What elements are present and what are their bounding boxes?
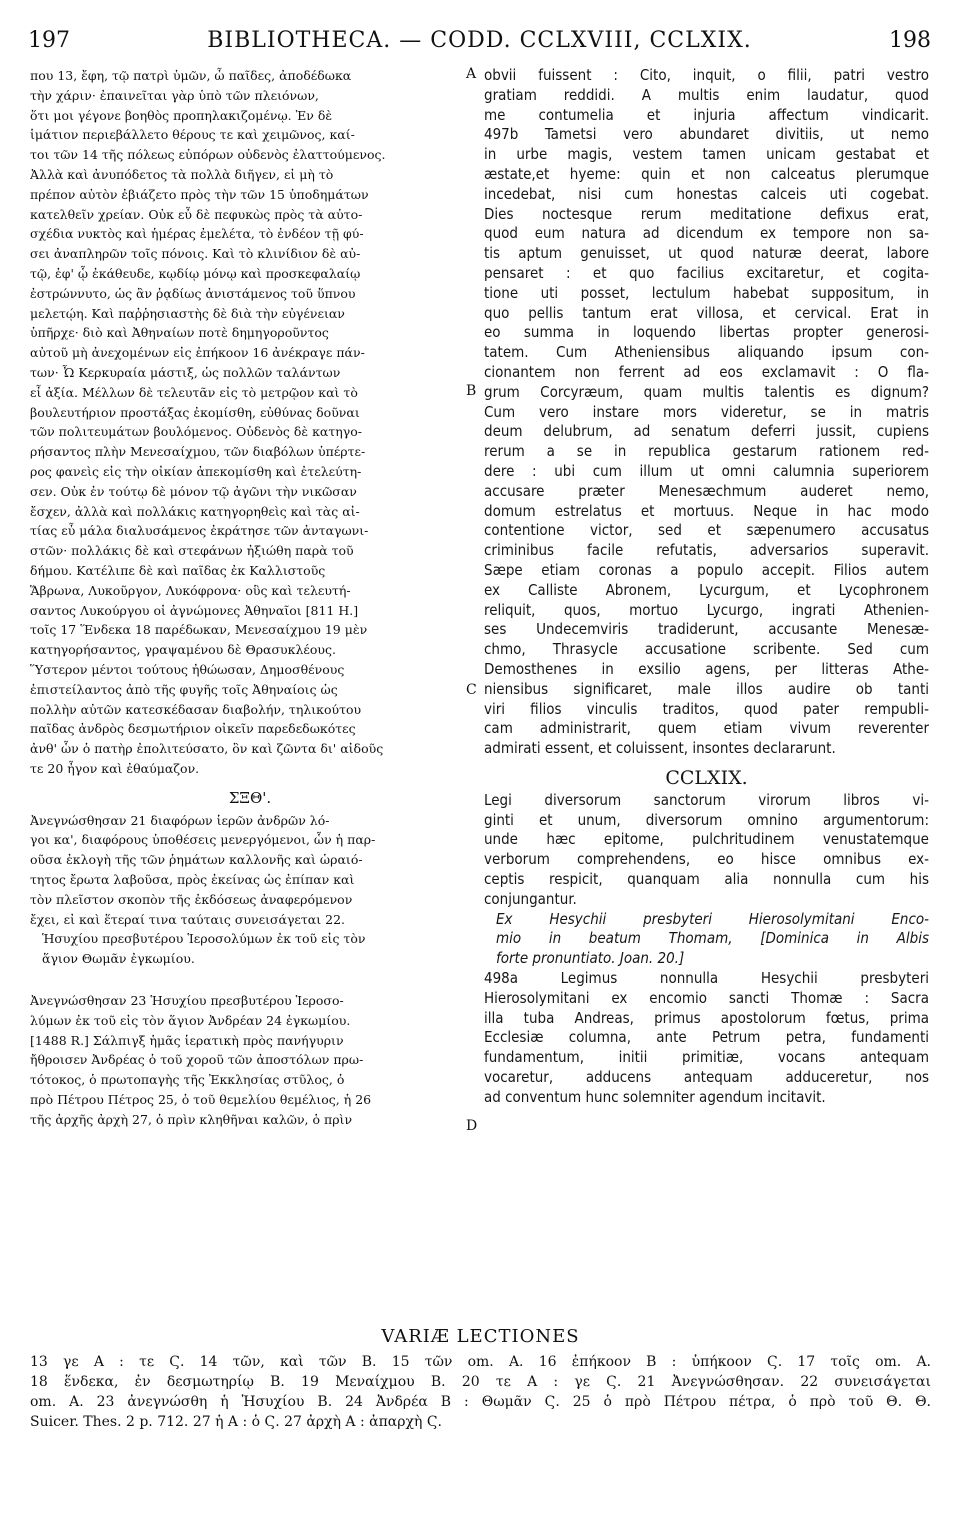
latin-text-line: Demosthenes in exsilio agens, per litteras Athe- [484, 659, 929, 678]
greek-text-block [30, 66, 470, 779]
greek-text-line: στῶν· πολλάκις δὲ καὶ στεφάνων ἠξιώθη παρὰ τοῦ [30, 543, 354, 559]
latin-text-line: ses Undecemviris tradiderunt, accusante Menesæ- [484, 620, 929, 639]
latin-text-line: cam administrarit, quem etiam vivum reverenter [484, 719, 929, 738]
latin-text-line: quod eum natura ad dicendum ex tempore non sa- [484, 224, 929, 243]
latin-text-line: incedebat, nisi cum honestas calceis uti cogebat. [484, 184, 929, 203]
latin-text-line: vocaretur, adducens antequam adduceretur, nos [484, 1068, 929, 1087]
latin-text-block [484, 969, 929, 1108]
greek-rubric-line: Ἡσυχίου πρεσβυτέρου Ἱεροσολύμων ἐκ τοῦ εἰς τὸν [42, 931, 366, 947]
greek-text-line: ἐστρώννυτο, ὡς ἂν ῥᾳδίως ἀνιστάμενος τοῦ ὕπνου [30, 285, 356, 301]
latin-text-line: admirati essent, et coluissent, insontes declararunt. [484, 739, 836, 758]
greek-text-line: πρέπον αὐτὸν ἐβιάζετο πρὸς τὴν τῶν 15 ὑποδημάτων [30, 186, 369, 202]
latin-text-line: ginti et unum, diversorum omnino argumentorum: [484, 810, 929, 829]
latin-section-heading: CCLXIX. [665, 768, 748, 789]
greek-text-line: ὑπῆρχε· διὸ καὶ Ἀθηναίων ποτὲ δημηγοροῦντος [30, 325, 329, 341]
greek-text-line: ἱμάτιον περιεβάλλετο θέρους τε καὶ χειμῶνος, καί- [30, 127, 355, 143]
latin-text-line: eo summa in loquendo libertas propter generosi- [484, 323, 929, 342]
latin-text-line: verborum comprehendens, eo hisce omnibus ex- [484, 850, 929, 869]
latin-text-line: pensaret : et quo facilius excitaretur, et cogita- [484, 263, 929, 282]
greek-text-line: Ἀνεγνώσθησαν 23 Ἡσυχίου πρεσβυτέρου Ἱεροσο- [30, 993, 344, 1009]
variae-line: 18 ἕνδεκα, ἐν δεσμωτηρίῳ B. 19 Μεναίχμου B. 20 τε A : γε Ϛ. 21 Ἀνεγνώσθησαν. 22 συνεισάγεται [30, 1374, 931, 1390]
greek-text-line: ἤθροισεν Ἀνδρέας ὁ τοῦ χοροῦ τῶν ἀποστόλων πρω- [30, 1052, 364, 1068]
greek-text-line: τίας εὖ μάλα διαλυσάμενος ἐκράτησε τῶν ἀνταγωνι- [30, 523, 369, 539]
latin-text-line: gratiam reddidi. A multis enim laudatur, quod [484, 85, 929, 104]
greek-text-line: εἶ ἀξία. Μέλλων δὲ τελευτᾶν εἰς τὸ μετρῷον καὶ τὸ [30, 384, 358, 400]
latin-text-block [484, 66, 929, 759]
greek-text-line: σαντος Λυκούργου οἱ ἀγνώμονες Ἀθηναῖοι [811 H.] [30, 602, 359, 618]
latin-text-line: niensibus significaret, male illos audire ob tanti [484, 679, 929, 698]
variae-lines [30, 1352, 931, 1432]
greek-rubric [30, 929, 470, 969]
greek-text-block [30, 991, 470, 1130]
greek-text-line: τῆς ἀρχῆς ἀρχὴ 27, ὁ πρὶν κληθῆναι καλῶν, ὁ πρὶν [30, 1111, 353, 1127]
margin-marker-a: A [466, 66, 477, 82]
latin-text-line: dere : ubi cum illum ut omni calumnia superiorem [484, 461, 929, 480]
greek-section-heading: ΣΞΘ'. [228, 788, 272, 807]
variae-lectiones [30, 1326, 931, 1432]
latin-text-line: ad conventum hunc solemniter agendum incitavit. [484, 1087, 826, 1106]
latin-column [484, 66, 929, 1108]
greek-text-line: λύμων ἐκ τοῦ εἰς τὸν ἅγιον Ἀνδρέαν 24 ἐγκωμίου. [30, 1012, 351, 1028]
variae-line: om. A. 23 ἀνεγνώσθη ἡ Ἡσυχίου B. 24 Ἀνδρέα B : Θωμᾶν Ϛ. 25 ὁ πρὸ Πέτρου πέτρα, ὁ πρὸ τοῦ Θ. Θ. [30, 1394, 931, 1410]
margin-marker-d: D [466, 1118, 478, 1134]
greek-text-line: πρὸ Πέτρου Πέτρος 25, ὁ τοῦ θεμελίου θεμέλιος, ἡ 26 [30, 1092, 372, 1108]
latin-text-line: contentione victor, sed et sæpenumero accusatus [484, 521, 929, 540]
greek-text-line: ρος φανεὶς εἰς τὴν οἰκίαν ἀπεκομίσθη καὶ ἐτελεύτη- [30, 463, 362, 479]
greek-text-line: σχέδια νυκτὸς καὶ ἡμέρας ἐμελέτα, τὸ ἐνδέον τῇ φύ- [30, 226, 364, 242]
latin-text-line: Ecclesiæ columna, ante Petrum petra, fundamenti [484, 1028, 929, 1047]
greek-text-line: Ἀνεγνώσθησαν 21 διαφόρων ἱερῶν ἀνδρῶν λό- [30, 812, 330, 828]
greek-text-line: πολλὴν αὐτῶν κατεσκέδασαν διαβολήν, τηλικούτου [30, 701, 362, 717]
latin-text-line: chmo, Thrasycle accusatione scribente. Sed cum [484, 640, 929, 659]
latin-text-line: tione uti posset, lectulum habebat suppositum, in [484, 283, 929, 302]
greek-text-line: τοῖς 17 Ἕνδεκα 18 παρέδωκαν, Μενεσαίχμου 19 μὲν [30, 622, 368, 638]
greek-text-line: μελετῴη. Καὶ παῤῥησιαστὴς δὲ διὰ τὴν εὐγένειαν [30, 305, 345, 321]
variae-line: Suicer. Thes. 2 p. 712. 27 ἡ A : ὁ Ϛ. 27 ἀρχὴ A : ἀπαρχὴ Ϛ. [30, 1414, 442, 1430]
greek-text-line: παῖδας ἀνδρὸς δεσμωτήριον οἰκεῖν παρεδεδωκότες [30, 721, 356, 737]
greek-text-line: αὐτοῦ μὴ ἀνεχομένων εἰς ἐπήκοον 16 ἀνέκραγε πάν- [30, 345, 365, 361]
variae-title: VARIÆ LECTIONES [381, 1326, 580, 1347]
greek-text-line: τῷ, ἐφ' ᾧ ἐκάθευδε, κῳδίῳ μόνῳ καὶ προσκεφαλαίῳ [30, 265, 361, 281]
greek-text-block [30, 811, 470, 930]
latin-text-line: tatem. Cum Atheniensibus aliquando ipsum con- [484, 343, 929, 362]
greek-text-line: ρήσαντος πλὴν Μενεσαίχμου, τῶν διαβόλων ὑπέρτε- [30, 444, 366, 460]
greek-text-line: που 13, ἔφη, τῷ πατρὶ ὑμῶν, ὦ παῖδες, ἀποδέδωκα [30, 68, 352, 83]
running-header [28, 28, 931, 60]
latin-text-line: Sæpe etiam coronas a populo accepit. Filios autem [484, 560, 929, 579]
latin-rubric [484, 910, 929, 969]
latin-text-line: 498a Legimus nonnulla Hesychii presbyteri [484, 969, 929, 988]
greek-column [30, 66, 470, 1130]
variae-line: 13 γε A : τε Ϛ. 14 τῶν, καὶ τῶν B. 15 τῶν om. A. 16 ἐπήκοον B : ὑπήκοον Ϛ. 17 τοῖς om. A. [30, 1354, 931, 1370]
latin-text-line: criminibus facile refutatis, adversarios superavit. [484, 541, 929, 560]
latin-rubric-line: forte pronuntiato. Joan. 20.] [496, 949, 685, 968]
latin-text-block [484, 791, 929, 910]
latin-text-line: domum estrelatus et mortuus. Neque in hac modo [484, 501, 929, 520]
greek-text-line: ἐπιστείλαντος ἀπὸ τῆς φυγῆς τοῖς Ἀθηναίοις ὡς [30, 681, 338, 697]
greek-text-line: τοι τῶν 14 τῆς πόλεως εὐπόρων οὐδενὸς ἐλαττούμενος. [30, 147, 386, 163]
greek-text-line: Ἅβρωνα, Λυκοῦργον, Λυκόφρονα· οὓς καὶ τελευτή- [30, 582, 351, 598]
latin-text-line: Hierosolymitani ex encomio sancti Thomæ : Sacra [484, 988, 929, 1007]
greek-text-line: σει ἀναπληρῶν τοῖς πόνοις. Καὶ τὸ κλινίδιον δὲ αὐ- [30, 246, 361, 262]
page-number-right: 198 [889, 28, 931, 53]
greek-text-line: ὅτι μοι γέγονε βοηθὸς προπηλακιζομένῳ. Ἐν δὲ [30, 107, 333, 123]
latin-text-line: 497b Tametsi vero abundaret divitiis, ut nemo [484, 125, 929, 144]
latin-text-line: unde hæc epitome, pulchritudinem venustatemque [484, 830, 929, 849]
latin-text-line: grum Corcyræum, quam multis talentis es dignum? [484, 382, 929, 401]
greek-text-line: των· Ὦ Κερκυραία μάστιξ, ὡς πολλῶν ταλάντων [30, 364, 341, 380]
greek-text-line: τότοκος, ὁ πρωτοπαγὴς τῆς Ἐκκλησίας στῦλος, ὁ [30, 1072, 345, 1088]
greek-text-line: τὸν πλεῖστον σκοπὸν τῆς ἐκδόσεως ἀναφερόμενον [30, 891, 353, 907]
latin-rubric-line: Ex Hesychii presbyteri Hierosolymitani Enco- [496, 909, 929, 928]
latin-text-line: deum delubrum, ad senatum deferri jussit, cupiens [484, 422, 929, 441]
latin-text-line: illa tuba Andreas, primus apostolorum fœtus, prima [484, 1008, 929, 1027]
greek-text-line: σεν. Οὐκ ἐν τούτῳ δὲ μόνον τῷ ἀγῶνι τὴν νικῶσαν [30, 483, 357, 499]
latin-text-line: conjungantur. [484, 889, 577, 908]
greek-text-line: τητος ἔρωτα λαβοῦσα, πρὸς ἐκείνας ὡς ἐπίπαν καὶ [30, 872, 355, 888]
greek-text-line: Ἀλλὰ καὶ ἀνυπόδετος τὰ πολλὰ διῆγεν, εἰ μὴ τὸ [30, 166, 334, 182]
greek-text-line: ἔχει, εἰ καὶ ἕτεραί τινα ταύταις συνεισάγεται 22. [30, 911, 346, 927]
latin-text-line: ex Calliste Abronem, Lycurgum, et Lycophronem [484, 580, 929, 599]
greek-text-line: κατηγορήσαντος, γραψαμένου δὲ Θρασυκλέους. [30, 642, 336, 658]
greek-text-line: τὴν χάριν· ἐπαινεῖται γὰρ ὑπὸ τῶν πλειόνων, [30, 87, 319, 103]
page-number-left: 197 [28, 28, 70, 53]
latin-text-line: fundamentum, initii primitiæ, vocans antequam [484, 1048, 929, 1067]
greek-text-line: Ὕστερον μέντοι τούτους ἠθώωσαν, Δημοσθένους [30, 661, 345, 677]
margin-marker-b: B [466, 383, 477, 399]
greek-text-line: οῦσα ἐκλογὴ τῆς τῶν ῥημάτων καλλονῆς καὶ ὡραιό- [30, 852, 363, 868]
greek-rubric-line: ἅγιον Θωμᾶν ἐγκωμίου. [42, 951, 195, 967]
greek-text-line: κατελθεῖν χρείαν. Οὐκ εὖ δὲ πεφυκὼς πρὸς τὰ αὐτο- [30, 206, 363, 222]
greek-text-line: ἔσχεν, ἀλλὰ καὶ πολλάκις κατηγορηθεὶς καὶ τὰς αἰ- [30, 503, 360, 519]
greek-text-line: τε 20 ἦγον καὶ ἐθαύμαζον. [30, 760, 200, 776]
latin-text-line: Cum vero instare mors videretur, se in matris [484, 402, 929, 421]
latin-text-line: quo pellis tantum erat villosa, et cervical. Erat in [484, 303, 929, 322]
margin-marker-c: C [466, 682, 477, 698]
latin-text-line: rerum a se in republica gestarum rationem red- [484, 442, 929, 461]
latin-text-line: ceptis respicit, quanquam alia nonnulla cum his [484, 870, 929, 889]
greek-text-line: τῶν πολιτευμάτων βουλόμενος. Οὐδενὸς δὲ κατηγο- [30, 424, 362, 440]
greek-text-line: ἀνθ' ὧν ὁ πατὴρ ἐπολιτεύσατο, ὃν καὶ ζῶντα δι' αἰδοῦς [30, 741, 384, 757]
latin-rubric-line: mio in beatum Thomam, [Dominica in Albis [496, 929, 929, 948]
latin-text-line: Legi diversorum sanctorum virorum libros vi- [484, 790, 929, 809]
greek-text-line: βουλευτήριον προστάξας ἐκομίσθη, εὐθύνας δοῦναι [30, 404, 360, 420]
latin-text-line: æstate,et hyeme: quin et non calceatus plerumque [484, 164, 929, 183]
greek-text-line: γοι κα', διαφόρους ὑποθέσεις μενεργόμενοι, ὧν ἡ παρ- [30, 832, 376, 848]
latin-text-line: in urbe magis, vestem tamen unicam gestabat et [484, 145, 929, 164]
latin-text-line: obvii fuissent : Cito, inquit, o filii, patri vestro [484, 66, 929, 84]
latin-text-line: accusare præter Menesæchmum auderet nemo, [484, 481, 929, 500]
greek-text-line: δήμου. Κατέλιπε δὲ καὶ παῖδας ἐκ Καλλιστοῦς [30, 562, 326, 578]
latin-text-line: me contumelia et injuria affectum vindicarit. [484, 105, 929, 124]
latin-text-line: reliquit, quos, mortuo Lycurgo, ingrati Athenien- [484, 600, 929, 619]
latin-text-line: cionantem non ferrent ad eos exclamavit : O fla- [484, 362, 929, 381]
running-title: BIBLIOTHECA. — CODD. CCLXVIII, CCLXIX. [207, 28, 752, 53]
latin-text-line: viri filios vinculis traditos, quod pater rempubli- [484, 699, 929, 718]
greek-text-line: [1488 R.] Σάλπιγξ ἡμᾶς ἱερατικὴ πρὸς πανήγυριν [30, 1032, 344, 1048]
latin-text-line: Dies noctesque rerum meditatione defixus erat, [484, 204, 929, 223]
latin-text-line: tis aptum genuisset, ut quod naturæ deerat, labore [484, 244, 929, 263]
